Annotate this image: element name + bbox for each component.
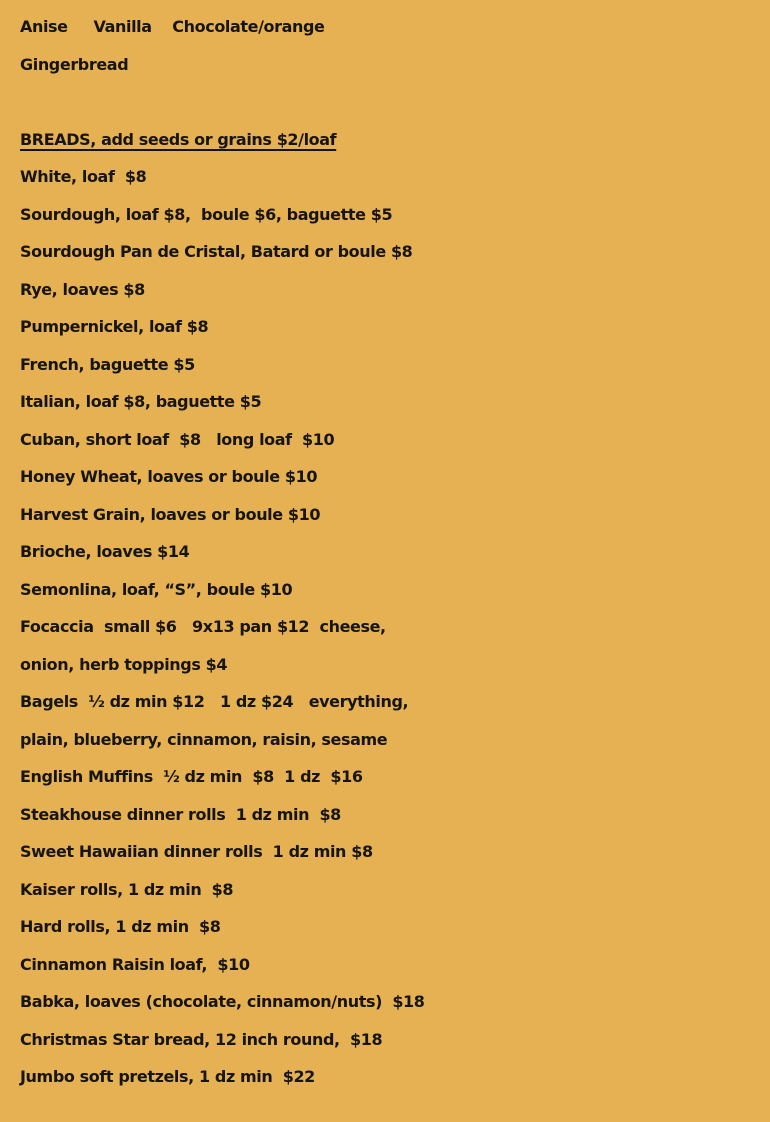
bread-item-sourdough: Sourdough, loaf $8, boule $6, baguette $5 <box>20 204 393 224</box>
breads-heading: BREADS, add seeds or grains $2/loaf <box>20 129 337 149</box>
bread-item-steakhouse-rolls: Steakhouse dinner rolls 1 dz min $8 <box>20 804 341 824</box>
bread-item-focaccia: Focaccia small $6 9x13 pan $12 cheese, <box>20 617 386 636</box>
bread-item-christmas-star: Christmas Star bread, 12 inch round, $18 <box>20 1029 383 1049</box>
bread-item-babka: Babka, loaves (chocolate, cinnamon/nuts) $18 <box>20 992 425 1011</box>
bread-item-cuban: Cuban, short loaf $8 long loaf $10 <box>20 429 335 449</box>
bread-item-semolina: Semonlina, loaf, “S”, boule $10 <box>20 579 293 599</box>
bread-item-pan-de-cristal: Sourdough Pan de Cristal, Batard or boule $8 <box>20 242 413 261</box>
bread-item-honey-wheat: Honey Wheat, loaves or boule $10 <box>20 467 318 486</box>
bread-item-italian: Italian, loaf $8, baguette $5 <box>20 392 262 411</box>
bread-item-white: White, loaf $8 <box>20 167 147 186</box>
bread-item-cinnamon-raisin: Cinnamon Raisin loaf, $10 <box>20 954 250 974</box>
bread-item-rye: Rye, loaves $8 <box>20 279 145 299</box>
bread-item-hard-rolls: Hard rolls, 1 dz min $8 <box>20 917 221 936</box>
bread-item-bagel-flavors: plain, blueberry, cinnamon, raisin, sesame <box>20 729 388 749</box>
bread-item-pretzels: Jumbo soft pretzels, 1 dz min $22 <box>20 1067 315 1086</box>
flavors-line-2: Gingerbread <box>20 54 129 74</box>
bread-item-kaiser-rolls: Kaiser rolls, 1 dz min $8 <box>20 879 234 899</box>
bread-item-harvest-grain: Harvest Grain, loaves or boule $10 <box>20 504 321 524</box>
bread-item-bagels: Bagels ½ dz min $12 1 dz $24 everything, <box>20 692 409 711</box>
bread-item-english-muffins: English Muffins ½ dz min $8 1 dz $16 <box>20 767 363 786</box>
bread-item-brioche: Brioche, loaves $14 <box>20 542 190 561</box>
bread-item-focaccia-toppings: onion, herb toppings $4 <box>20 654 228 674</box>
flavors-line-1: Anise Vanilla Chocolate/orange <box>20 17 325 36</box>
bread-item-pumpernickel: Pumpernickel, loaf $8 <box>20 317 209 336</box>
bread-item-hawaiian-rolls: Sweet Hawaiian dinner rolls 1 dz min $8 <box>20 842 373 861</box>
spacer <box>20 83 770 121</box>
bread-item-french: French, baguette $5 <box>20 354 195 374</box>
